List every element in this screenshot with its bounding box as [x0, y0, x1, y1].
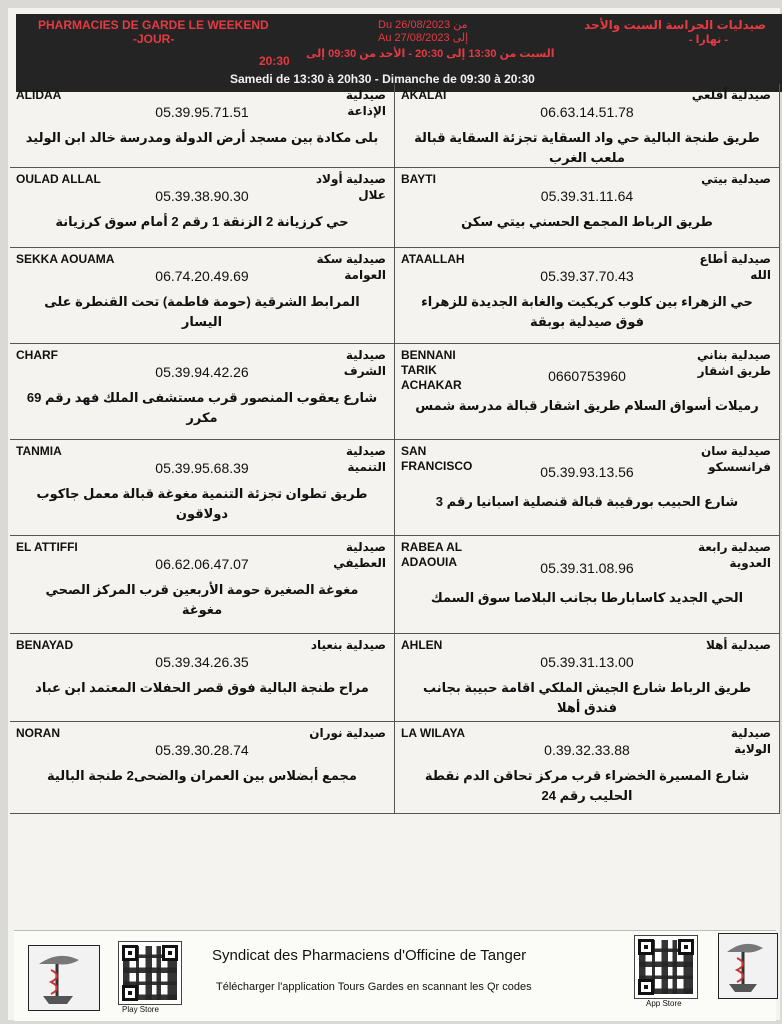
subtitle-fr: -JOUR- — [133, 32, 175, 46]
pharmacy-phone: 06.74.20.49.69 — [155, 268, 249, 284]
pharmacy-name-latin: NORAN — [16, 726, 60, 740]
pharmacy-name-arabic: صيدلية التنمية — [345, 444, 386, 474]
footer — [14, 930, 776, 1021]
pharmacy-address: مراح طنجة البالية فوق قصر الحفلات المعتمد ابن عباد — [35, 680, 369, 695]
pharmacy-phone: 05.39.95.68.39 — [155, 460, 249, 476]
pharmacy-card — [395, 536, 780, 634]
pharmacy-name-latin: CHARF — [16, 348, 58, 362]
pharmacy-name-latin: BENAYAD — [16, 638, 74, 652]
pharmacy-name-arabic: صيدلية رابعة العدوية — [697, 540, 771, 570]
pharmacy-name-arabic: صيدلية أقلعي — [691, 88, 771, 102]
pharmacy-name-latin: AKALAI — [401, 88, 447, 102]
pharmacy-name-arabic: صيدلية أولاد علال — [315, 172, 386, 202]
schedule-fr: Samedi de 13:30 à 20h30 - Dimanche de 09:30 à 20:30 — [230, 72, 535, 86]
pharmacy-name-arabic: صيدلية سكة العوامة — [316, 252, 386, 282]
pharmacy-phone: 05.39.95.71.51 — [155, 104, 249, 120]
pharmacy-address: مجمع أبضلاس بين العمران والضحى2 طنجة البالية — [47, 768, 357, 783]
schedule-ar-line1: السبت من 13:30 إلى 20:30 - الأحد من 09:30 إلى — [306, 48, 555, 60]
pharmacy-name-arabic: صيدلية أهلا — [706, 638, 771, 652]
pharmacy-name-latin: TANMIA — [16, 444, 62, 458]
pharmacy-address: المرابط الشرقية (حومة فاطمة) تحت القنطرة على اليسار — [44, 294, 360, 329]
pharmacy-address: حي كرزيانة 2 الزنقة 1 رقم 2 أمام سوق كرزيانة — [55, 214, 349, 229]
pharmacy-address: طريق طنجة البالية حي واد السقاية تجزئة السقاية قبالة ملعب الغرب — [414, 130, 760, 165]
schedule-ar-line2: 20:30 — [259, 54, 290, 68]
pharmacy-card — [10, 248, 395, 344]
pharmacy-name-latin: BAYTI — [401, 172, 436, 186]
header-banner — [16, 14, 782, 92]
pharmacy-phone: 05.39.94.42.26 — [155, 364, 249, 380]
pharmacy-phone: 05.39.93.13.56 — [540, 464, 634, 480]
play-store-qr[interactable] — [118, 941, 182, 1005]
pharmacy-address: شارع الحبيب بورقيبة قبالة قنصلية اسبانيا رقم 3 — [435, 494, 739, 509]
pharmacy-card — [395, 168, 780, 248]
pharmacy-name-latin: AHLEN — [401, 638, 443, 652]
pharmacy-phone: 05.39.37.70.43 — [540, 268, 634, 284]
pharmacy-name-arabic: صيدلية الولاية — [730, 726, 771, 756]
pharmacy-name-latin: RABEA AL ADAOUIA — [401, 540, 462, 569]
syndicate-logo — [28, 945, 100, 1011]
pharmacy-name-arabic: صيدلية العطيفي — [333, 540, 386, 570]
pharmacy-card — [395, 344, 780, 440]
app-store-label: App Store — [646, 999, 682, 1008]
subtitle-ar: - نهارا - — [688, 34, 728, 46]
pharmacy-card — [395, 440, 780, 536]
pharmacy-address: رميلات أسواق السلام طريق اشقار قبالة مدرسة شمس — [415, 398, 759, 413]
pharmacy-name-latin: EL ATTIFFI — [16, 540, 78, 554]
pharmacy-address: مغوغة الصغيرة حومة الأربعين قرب المركز الصحي مغوغة — [45, 582, 359, 617]
pharmacy-name-arabic: صيدلية الشرف — [343, 348, 386, 378]
pharmacy-phone: 05.39.31.13.00 — [540, 654, 634, 670]
pharmacy-phone: 05.39.31.11.64 — [540, 188, 634, 204]
date-from: Du 26/08/2023 من — [378, 19, 468, 31]
pharmacy-card — [395, 84, 780, 168]
pharmacy-name-arabic: صيدلية بيتي — [701, 172, 771, 186]
pharmacy-name-arabic: صيدلية بنعياد — [310, 638, 386, 652]
pharmacy-card — [395, 722, 780, 814]
pharmacy-name-latin: OULAD ALLAL — [16, 172, 101, 186]
pharmacy-name-arabic: صيدلية سان فرانسسكو — [701, 444, 771, 474]
pharmacy-name-latin: SEKKA AOUAMA — [16, 252, 115, 266]
syndicate-logo-right — [718, 933, 778, 999]
pharmacy-phone: 05.39.38.90.30 — [155, 188, 249, 204]
pharmacy-phone: 0660753960 — [548, 368, 626, 384]
pharmacy-name-arabic: صيدلية بناني طريق اشقار — [697, 348, 771, 378]
pharmacy-address: طريق تطوان تجزئة التنمية مغوغة قبالة معمل جاكوب دولاقون — [36, 486, 368, 521]
pharmacy-name-latin: ATAALLAH — [401, 252, 465, 266]
org-name: Syndicat des Pharmaciens d'Officine de Tanger — [212, 947, 527, 964]
pharmacy-address: طريق الرباط المجمع الحسني بيتي سكن — [461, 214, 713, 229]
pharmacy-phone: 05.39.30.28.74 — [155, 742, 249, 758]
pharmacy-name-latin: BENNANI TARIK ACHAKAR — [401, 348, 462, 392]
title-ar: صيدليات الحراسة السبت والأحد — [584, 18, 766, 32]
pharmacy-card — [10, 84, 395, 168]
pharmacy-name-latin: SAN FRANCISCO — [401, 444, 473, 473]
download-text: Télécharger l'application Tours Gardes en scannant les Qr codes — [216, 981, 532, 993]
pharmacy-name-latin: LA WILAYA — [401, 726, 466, 740]
title-fr: PHARMACIES DE GARDE LE WEEKEND — [38, 18, 269, 32]
app-store-qr[interactable] — [634, 935, 698, 999]
pharmacy-card — [10, 168, 395, 248]
pharmacy-address: بلى مكادة بين مسجد أرض الدولة ومدرسة خالد ابن الوليد — [25, 130, 379, 145]
pharmacy-name-arabic: صيدلية أطاع الله — [699, 252, 771, 282]
pharmacy-phone: 0.39.32.33.88 — [544, 742, 630, 758]
pharmacy-grid — [10, 84, 780, 816]
pharmacy-card — [10, 722, 395, 814]
pharmacy-address: الحي الجديد كاسابارطا بجانب البلاصا سوق السمك — [430, 590, 744, 605]
pharmacy-phone: 06.62.06.47.07 — [155, 556, 249, 572]
pharmacy-card — [395, 248, 780, 344]
pharmacy-name-latin: ALIDAA — [16, 88, 62, 102]
pharmacy-card — [10, 536, 395, 634]
pharmacy-address: طريق الرباط شارع الجيش الملكي اقامة حبيبة بجانب فندق أهلا — [422, 680, 752, 715]
pharmacy-phone: 05.39.31.08.96 — [540, 560, 634, 576]
play-store-label: Play Store — [122, 1005, 159, 1014]
pharmacy-card — [10, 344, 395, 440]
pharmacy-address: حي الزهراء بين كلوب كريكيت والغابة الجديدة للزهراء فوق صيدلية بوبقة — [421, 294, 753, 329]
pharmacy-card — [395, 634, 780, 722]
pharmacy-phone: 05.39.34.26.35 — [155, 654, 249, 670]
pharmacy-name-arabic: صيدلية نوران — [309, 726, 386, 740]
date-to: Au 27/08/2023 إلى — [378, 32, 469, 44]
pharmacy-phone: 06.63.14.51.78 — [540, 104, 634, 120]
pharmacy-card — [10, 634, 395, 722]
pharmacy-card — [10, 440, 395, 536]
pharmacy-address: شارع يعقوب المنصور قرب مستشفى الملك فهد رقم 69 مكرر — [26, 390, 378, 425]
pharmacy-address: شارع المسيرة الخضراء قرب مركز تحاقن الدم نقطة الحليب رقم 24 — [424, 768, 750, 803]
pharmacy-name-arabic: صيدلية الإذاعة — [345, 88, 386, 118]
